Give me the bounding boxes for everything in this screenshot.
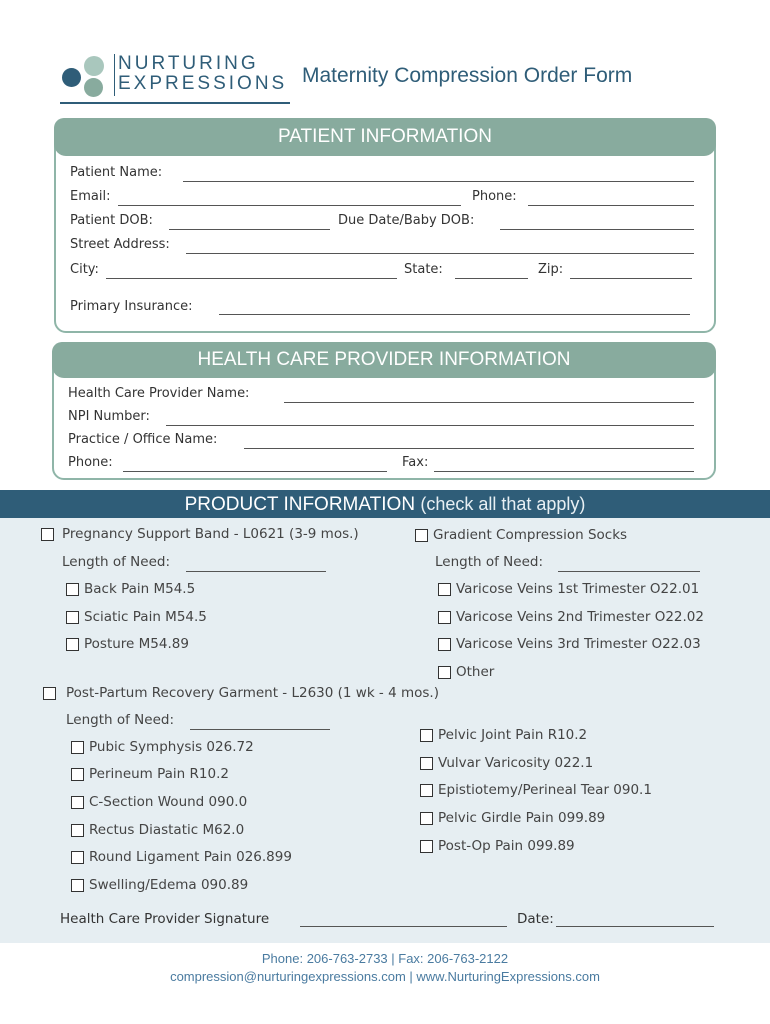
provider-name-field[interactable] xyxy=(284,402,694,403)
product-heading-sub: (check all that apply) xyxy=(420,494,586,514)
varicose-2nd-label: Varicose Veins 2nd Trimester O22.02 xyxy=(456,609,704,625)
band-length-label: Length of Need: xyxy=(62,554,170,570)
logo-text xyxy=(118,54,287,94)
practice-field[interactable] xyxy=(244,448,694,449)
logo-mark xyxy=(60,54,110,100)
product-heading-main: PRODUCT INFORMATION xyxy=(184,494,416,515)
post-op-checkbox[interactable] xyxy=(420,840,433,853)
practice-label: Practice / Office Name: xyxy=(68,432,218,447)
sciatic-pain-label: Sciatic Pain M54.5 xyxy=(84,609,207,625)
provider-phone-label: Phone: xyxy=(68,455,113,470)
patient-dob-label: Patient DOB: xyxy=(70,213,153,228)
patient-dob-field[interactable] xyxy=(169,229,330,230)
post-op-label: Post-Op Pain 099.89 xyxy=(438,838,575,854)
c-section-checkbox[interactable] xyxy=(71,796,84,809)
c-section-label: C-Section Wound 090.0 xyxy=(89,794,248,810)
insurance-field[interactable] xyxy=(219,314,690,315)
rectus-diastatic-checkbox[interactable] xyxy=(71,824,84,837)
sciatic-pain-checkbox[interactable] xyxy=(66,611,79,624)
page-title: Maternity Compression Order Form xyxy=(302,64,633,87)
rectus-diastatic-label: Rectus Diastatic M62.0 xyxy=(89,822,245,838)
street-address-label: Street Address: xyxy=(70,237,170,252)
socks-length-label: Length of Need: xyxy=(435,554,543,570)
due-date-field[interactable] xyxy=(500,229,694,230)
socks-length-field[interactable] xyxy=(558,571,700,572)
signature-field[interactable] xyxy=(300,926,507,927)
postpartum-checkbox[interactable] xyxy=(43,687,56,700)
logo-underline xyxy=(60,102,290,104)
date-label: Date: xyxy=(517,911,554,927)
varicose-1st-label: Varicose Veins 1st Trimester O22.01 xyxy=(456,581,700,597)
city-label: City: xyxy=(70,262,99,277)
provider-info-heading: HEALTH CARE PROVIDER INFORMATION xyxy=(52,342,716,378)
episiotomy-label: Epistiotemy/Perineal Tear 090.1 xyxy=(438,782,652,798)
socks-checkbox[interactable] xyxy=(415,529,428,542)
varicose-2nd-checkbox[interactable] xyxy=(438,611,451,624)
episiotomy-checkbox[interactable] xyxy=(420,784,433,797)
logo-line-2: EXPRESSIONS xyxy=(118,73,288,94)
email-field[interactable] xyxy=(118,205,461,206)
zip-label: Zip: xyxy=(538,262,564,277)
varicose-1st-checkbox[interactable] xyxy=(438,583,451,596)
back-pain-label: Back Pain M54.5 xyxy=(84,581,196,597)
postpartum-label: Post-Partum Recovery Garment - L2630 (1 wk - 4 mos.) xyxy=(66,685,439,701)
band-checkbox[interactable] xyxy=(41,528,54,541)
patient-info-heading: PATIENT INFORMATION xyxy=(54,118,716,156)
zip-field[interactable] xyxy=(570,278,692,279)
fax-label: Fax: xyxy=(402,455,429,470)
varicose-3rd-label: Varicose Veins 3rd Trimester O22.03 xyxy=(456,636,701,652)
signature-label: Health Care Provider Signature xyxy=(60,911,270,927)
patient-name-field[interactable] xyxy=(183,181,694,182)
logo-line-1: NURTURING xyxy=(118,53,259,74)
swelling-label: Swelling/Edema 090.89 xyxy=(89,877,249,893)
patient-phone-label: Phone: xyxy=(472,189,517,204)
state-field[interactable] xyxy=(455,278,528,279)
product-info-heading xyxy=(0,490,770,518)
npi-label: NPI Number: xyxy=(68,409,150,424)
footer-web: compression@nurturingexpressions.com | www.NurturingExpressions.com xyxy=(170,969,600,984)
footer-contact: Phone: 206-763-2733 | Fax: 206-763-2122 xyxy=(261,951,509,966)
pubic-symphysis-label: Pubic Symphysis 026.72 xyxy=(89,739,254,755)
provider-phone-field[interactable] xyxy=(123,471,387,472)
patient-name-label: Patient Name: xyxy=(70,165,163,180)
npi-field[interactable] xyxy=(166,425,694,426)
back-pain-checkbox[interactable] xyxy=(66,583,79,596)
date-field[interactable] xyxy=(556,926,714,927)
pelvic-joint-label: Pelvic Joint Pain R10.2 xyxy=(438,727,588,743)
round-ligament-checkbox[interactable] xyxy=(71,851,84,864)
email-label: Email: xyxy=(70,189,111,204)
socks-label: Gradient Compression Socks xyxy=(433,527,628,543)
perineum-pain-label: Perineum Pain R10.2 xyxy=(89,766,229,782)
pelvic-girdle-checkbox[interactable] xyxy=(420,812,433,825)
due-date-label: Due Date/Baby DOB: xyxy=(338,213,475,228)
pelvic-joint-checkbox[interactable] xyxy=(420,729,433,742)
provider-name-label: Health Care Provider Name: xyxy=(68,386,250,401)
varicose-3rd-checkbox[interactable] xyxy=(438,638,451,651)
other-checkbox[interactable] xyxy=(438,666,451,679)
street-address-field[interactable] xyxy=(186,253,694,254)
fax-field[interactable] xyxy=(434,471,694,472)
pubic-symphysis-checkbox[interactable] xyxy=(71,741,84,754)
round-ligament-label: Round Ligament Pain 026.899 xyxy=(89,849,292,865)
insurance-label: Primary Insurance: xyxy=(70,299,193,314)
band-length-field[interactable] xyxy=(186,571,326,572)
postpartum-length-label: Length of Need: xyxy=(66,712,174,728)
vulvar-varicosity-checkbox[interactable] xyxy=(420,757,433,770)
posture-label: Posture M54.89 xyxy=(84,636,189,652)
patient-phone-field[interactable] xyxy=(528,205,694,206)
city-field[interactable] xyxy=(106,278,397,279)
posture-checkbox[interactable] xyxy=(66,638,79,651)
state-label: State: xyxy=(404,262,443,277)
band-label: Pregnancy Support Band - L0621 (3-9 mos.) xyxy=(62,526,359,542)
logo-divider xyxy=(114,54,115,96)
pelvic-girdle-label: Pelvic Girdle Pain 099.89 xyxy=(438,810,606,826)
other-label: Other xyxy=(456,664,495,680)
perineum-pain-checkbox[interactable] xyxy=(71,768,84,781)
postpartum-length-field[interactable] xyxy=(190,729,330,730)
vulvar-varicosity-label: Vulvar Varicosity 022.1 xyxy=(438,755,594,771)
swelling-checkbox[interactable] xyxy=(71,879,84,892)
